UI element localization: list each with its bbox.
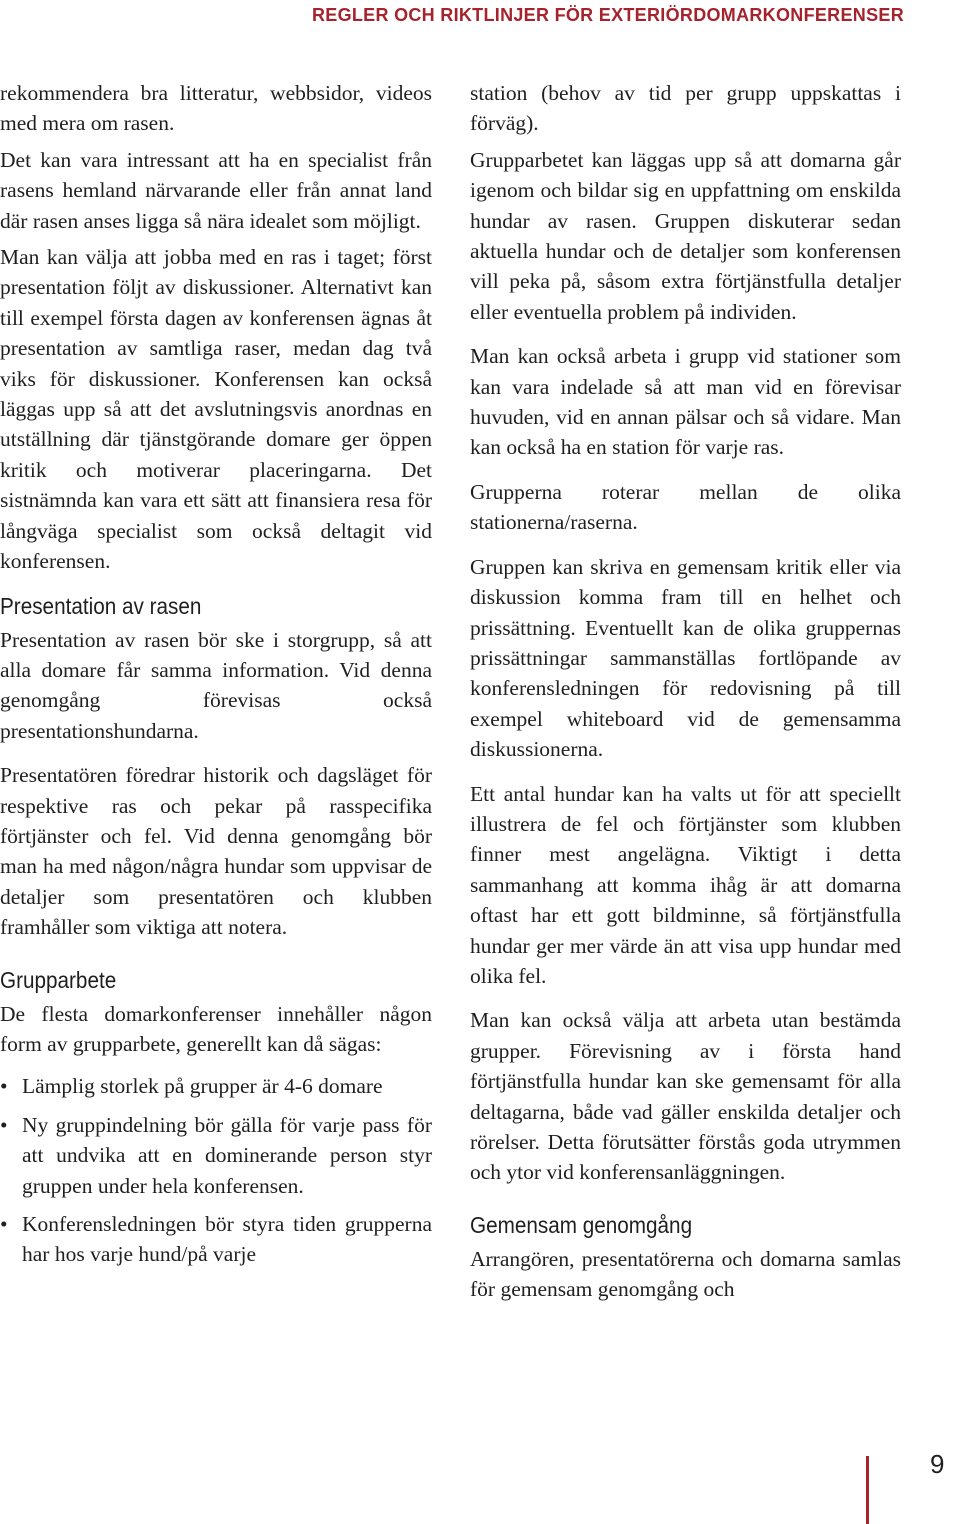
list-item-text: Konferensledningen bör styra tiden grupperna har hos varje hund/på varje <box>22 1212 432 1267</box>
page-accent-bar <box>866 1456 869 1524</box>
paragraph: Man kan också arbeta i grupp vid stationer som kan vara indelade så att man vid en förevisar huvuden, vid en annan pälsar och så vidare. Man kan också ha en station för varje ras. <box>470 344 901 460</box>
paragraph: Ett antal hundar kan ha valts ut för att speciellt illustrera de fel och förtjänster som klubben finner mest angelägna. Viktigt i detta sammanhang att komma ihåg är att domarna oftast har ett gott bildminne, så förtjänstfulla hundar ger mer värde än att visa upp hundar med olika fel. <box>470 781 901 988</box>
paragraph: station (behov av tid per grupp uppskattas i förväg). <box>470 81 901 136</box>
list-item <box>0 1209 432 1270</box>
paragraph: Man kan välja att jobba med en ras i taget; först presentation följt av diskussioner. Alternativt kan till exempel första dagen av konferensen ägnas åt presentation av samtliga raser, medan dag två viks för diskussioner. Konferensen kan också läggas upp så att det avslutningsvis anordnas en utställning där tjänstgörande domare ger öppen kritik och motiverar placeringarna. Det sistnämnda kan vara ett sätt att finansiera resa för långväga specialist som också deltagit vid konferensen. <box>0 245 432 574</box>
section-heading-gemensam: Gemensam genomgång <box>470 1211 693 1238</box>
paragraph: Arrangören, presentatörerna och domarna samlas för gemensam genomgång och <box>470 1246 901 1302</box>
right-column <box>470 78 901 1305</box>
paragraph: Grupparbetet kan läggas upp så att domarna går igenom och bildar sig en uppfattning om enskilda hundar av rasen. Gruppen diskuterar sedan aktuella hundar och de detaljer som konferensen vill peka på, såsom extra förtjänstfulla detaljer eller eventuella problem på individen. <box>470 147 901 324</box>
running-header: REGLER OCH RIKTLINJER FÖR EXTERIÖRDOMARKONFERENSER <box>311 5 904 25</box>
list-item-text: Lämplig storlek på grupper är 4-6 domare <box>22 1074 383 1099</box>
list-item <box>0 1071 432 1101</box>
bullet-icon: • <box>0 1074 8 1099</box>
paragraph: Gruppen kan skriva en gemensam kritik eller via diskussion komma fram till en helhet och prissättning. Eventuellt kan de olika gruppernas prissättningar sammanställas fortlöpande av konferensledningen för redovisning på till exempel whiteboard vid de gemensamma diskussionerna. <box>470 554 901 762</box>
section-heading-grupparbete: Grupparbete <box>0 966 117 993</box>
page-number: 9 <box>930 1449 945 1479</box>
bullet-icon: • <box>0 1112 8 1137</box>
paragraph: Presentation av rasen bör ske i storgrupp, så att alla domare får samma information. Vid denna genomgång förevisas också presentationshundarna. <box>0 627 432 743</box>
paragraph: Grupperna roterar mellan de olika stationerna/raserna. <box>470 479 901 535</box>
bullet-icon: • <box>0 1212 8 1236</box>
section-heading-presentation: Presentation av rasen <box>0 592 202 619</box>
paragraph: Presentatören föredrar historik och dagsläget för respektive ras och pekar på rasspecifika förtjänster och fel. Vid denna genomgång bör man ha med någon/några hundar som uppvisar de detaljer som presentatören och klubben framhåller som viktiga att notera. <box>0 763 432 940</box>
left-column <box>0 78 432 1278</box>
list-item-text: Ny gruppindelning bör gälla för varje pass för att undvika att en dominerande person styr gruppen under hela konferensen. <box>22 1112 432 1198</box>
paragraph: rekommendera bra litteratur, webbsidor, videos med mera om rasen. <box>0 81 432 136</box>
list-item <box>0 1110 432 1201</box>
bullet-list <box>0 1071 432 1269</box>
paragraph: Man kan också välja att arbeta utan bestämda grupper. Förevisning av i första hand förtjänstfulla hundar kan ske gemensamt för alla deltagarna, både vad gäller enskilda detaljer och rörelser. Detta förutsätter förstås goda utrymmen och ytor vid konferensanläggningen. <box>470 1008 901 1185</box>
paragraph: Det kan vara intressant att ha en specialist från rasens hemland närvarande eller från annat land där rasen anses ligga så nära idealet som möjligt. <box>0 147 432 233</box>
paragraph: De flesta domarkonferenser innehåller någon form av grupparbete, generellt kan då sägas: <box>0 1001 432 1056</box>
